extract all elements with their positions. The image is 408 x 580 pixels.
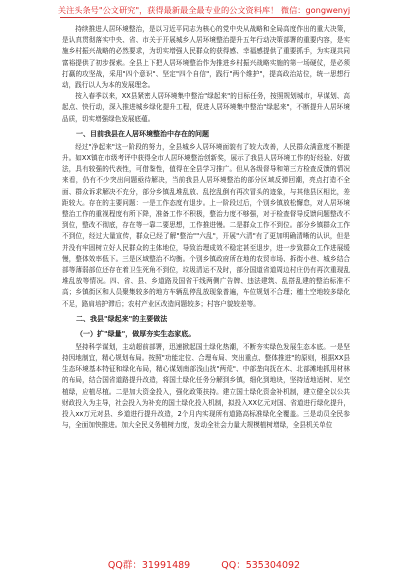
- section-paragraph: 经过"净起来"这一阶段的努力，全县城乡人居环境面貌有了较大改善，人民群众满意度不断提升。如XX镇在市级考评中获得全市人居环境整治创新奖，展示了我县人居环境工作的好经验、好做法，具有较强的代表性，可借鉴性，值得在全县学习推广。但从各级督导和第三方检查反馈的情况来看，仍有不少突出问题亟待解决，当前我县人居环境整治的部分区域反弹回潮，亮点打造不全面、群众诉求解决不充分，部分乡镇乱堆乱放、乱挖乱倒有再次冒头的迹象，与其他县区相比，差距较大。存在的主要问题：一是工作态度有退步。上一阶段过后，个别乡镇放松懈怠，对人居环境整治工作的重视程度有所下降，准备工作不积极，整治力度不够强，对于检查督导反馈问题整改不到位，整改不彻底，存在等一靠二要思想，工作推进慢。二是群众工作不到位。部分乡镇群众工作不到位，经过大量宣传，群众已经了解"整治""六乱"，开展"六清"有了更加明确清晰的认识，但是并没有牢固树立好人民群众的主体地位，导致治理成效不稳定甚至退步，进一步致群众工作进展缓慢，整体效率低下。三是区域整治不均衡。个别乡镇政府所在地的农贸市场、拆街小巷、城乡结合部等薄弱部位还存在着卫生死角不到位，垃圾清运不及时，部分国道省道周边村庄仍有再次重现乱堆乱放等情况。四、省、县、乡道路及国省干线两侧广告牌、违法建筑、乱搭乱建的整治标准不高；乡镇街区和人员聚集较多的地方车辆乱停乱放现象普遍，车位规划不合理；穗土空地较多绿化不足，路肩培护滞后；农村产业区改造问题较多；村容户貌较差等。: [62, 142, 350, 308]
- page-footer: [0, 557, 408, 571]
- document-body: [62, 24, 350, 432]
- header-divider: [60, 17, 350, 18]
- page-header: 关注头条号"公文研究"，获得最新最全最专业的公文资料库！ 微信：gongwenyj: [57, 5, 351, 15]
- section-subheading: （一）扩"绿量"，做厚夯实生态家底。: [76, 329, 196, 338]
- section-paragraph: 坚持科学谋划，主动超前部署，迅速掀起国土绿化热潮，不断夯实绿色发展生态本底。一是坚持因地制宜，精心规划布局。按照"功能定位、合理布局、突出重点、整体推进"的原则，根据XX县生态环境基本特征和绿化布局，精心谋划南部浅山扰"两荒"、中部垄向抚在木、北部滩地抓用材林的布局，结合国省道路提升改造，将国土绿化任务分解到乡镇，细化到地块，坚持适地适树、见空植绿，应植尽植。二是加大资金投入，强化政策扶持。建立国土绿化资金补机制，建立健全以公共财政投入为主导，社会投入为补充的国土绿化投入机制，拟投入XX亿元对国、省道进行绿化提升，投入xx万元对县、乡道进行提升改造，2个月内实现所有道路高标准绿化全覆盖。三是动员全民参与，全面加快推进。加大全民义务植树力度，发动全社会力量大规模植树增绿，全县机关单位: [62, 342, 350, 430]
- intro-paragraph: 持续推进人居环境整治，是以习近平同志为核心的党中央从战略和全局高度作出的重大决策，是认真贯彻落实中央、省、市关于开展城乡人居环境整治提升五年行动决策部署的重要内容，是实施乡村振兴战略的必然要求，为切实增强人民群众的获得感、幸福感提供了重要抓手，为实现共同富裕提供了初步探索。全县上下把人居环境整治作为推进乡村振兴战略实施的第一场硬仗，是必须打赢的攻坚战，采用"四个意识"、坚定"四个自信"，践行"两个维护"，提高政治站位，统一思想行动，践行以人为本的发展理念。: [62, 25, 350, 90]
- qq-number-text: QQ：535304092: [221, 560, 301, 571]
- section-heading: 二、我县"绿起来"的主要做法: [76, 314, 168, 323]
- section-heading: 一、目前我县在人居环境整治中存在的问题: [76, 129, 209, 138]
- qq-group-text: QQ群：31991489: [107, 560, 191, 571]
- intro-paragraph: 按入春季以来，XX县紧密人居环境集中整治"绿起来"的目标任务，按照规划城市，早谋划、高起点、快行动，深入推进城乡绿化提升工程，促进人居环境集中整治"绿起来"，不断提升人居环境品质，切实增强绿色发展底蕴。: [62, 92, 350, 123]
